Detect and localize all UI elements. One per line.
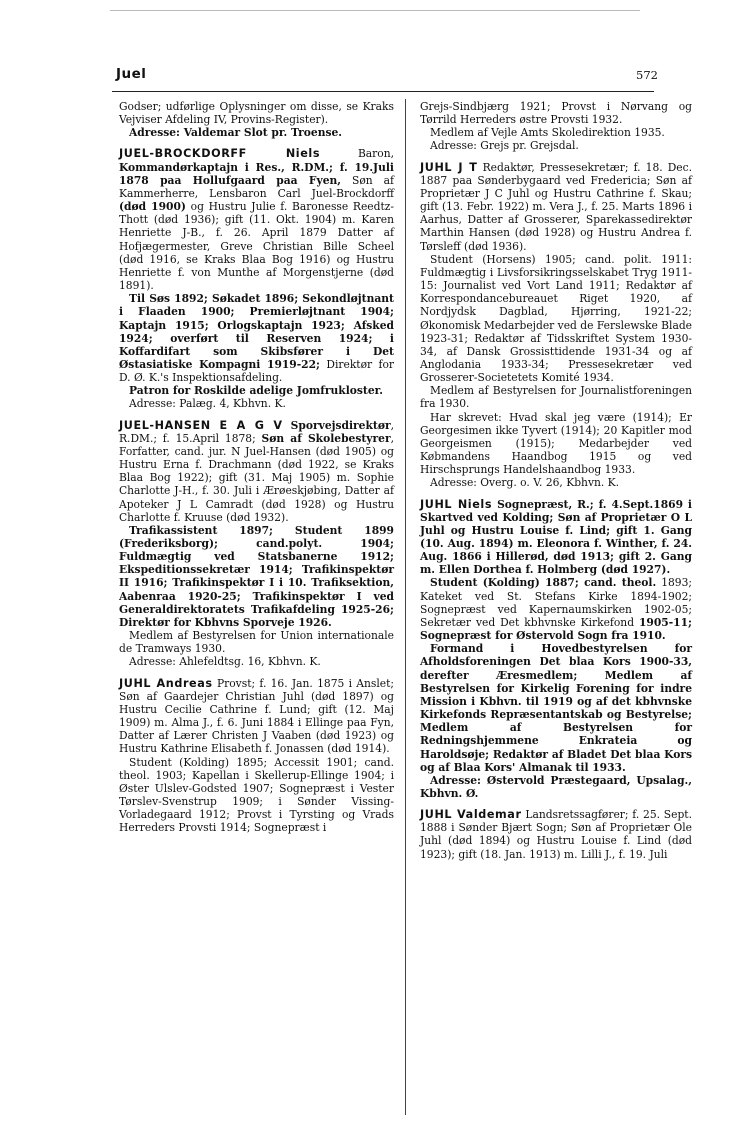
entry-text: Adresse: Grejs pr. Grejsdal.	[430, 139, 579, 153]
entry-text: Baron,	[320, 147, 394, 161]
entry-paragraph	[420, 100, 692, 126]
entry-paragraph	[420, 126, 692, 139]
top-rule	[110, 10, 640, 11]
entry-paragraph	[420, 476, 692, 489]
running-head: Juel	[116, 66, 147, 82]
entry-text: Medlem af Bestyrelsen for Journalistforeningen fra 1930.	[420, 384, 692, 411]
entry-paragraph	[420, 576, 692, 642]
entry-text: Medlem af Bestyrelsen for Union internationale de Tramways 1930.	[119, 629, 394, 656]
entry-paragraph	[119, 756, 394, 835]
entry-name: JUEL-HANSEN E A G V	[119, 418, 283, 432]
entry-paragraph	[420, 384, 692, 410]
entry-paragraph	[119, 292, 394, 384]
entry-text: 1893; Kateket ved St. Stefans Kirke 1894-1902; Sognepræst ved Kapernaumskirken 1902-05; Sekretær ved Det kbhvnske Kirkefond	[420, 576, 692, 629]
entry	[420, 808, 692, 861]
entry-paragraph	[119, 419, 394, 524]
entry-text: Student (Horsens) 1905; cand. polit. 1911: Fuldmægtig i Livsforsikringsselskabet Tryg 1911-15: Journalist ved Vort Land 1911; Redaktør af Korrespondancebureauet Riget 1920, af Nordjydsk Dagblad, Hjørring, 1921-22; Økonomisk Medarbejder ved de Ferslewske Blade 1923-31; Redaktør af Tidsskriftet System 1930-34, af Dansk Grossisttidende 1931-34 og af Anglodania 1933-34; Pressesekretær ved Grosserer-Societetets Komité 1934.	[420, 252, 692, 385]
entry-text: Søn af Skolebestyrer	[261, 431, 391, 445]
entry-paragraph	[420, 808, 692, 861]
entry-text: 1905-11; Sognepræst for Østervold Sogn fra 1910.	[420, 615, 692, 643]
entry-paragraph	[420, 642, 692, 774]
entry-paragraph	[119, 147, 394, 292]
entry-text: Adresse: Palæg. 4, Kbhvn. K.	[129, 397, 286, 411]
entry-text: Formand i Hovedbestyrelsen for Afholdsforeningen Det blaa Kors 1900-33, derefter Æresmedlem; Medlem af Bestyrelsen for Kirkelig Forening for indre Mission i Kbhvn. til 1919 og af det kbhvnske Kirkefonds Repræsentantskab og Bestyrelse; Medlem af Bestyrelsen for Redningshjemmene Enkrateia og Haroldsøje; Redaktør af Bladet Det blaa Kors og af Blaa Kors' Almanak til 1933.	[420, 642, 692, 774]
entry-text: Godser; udførlige Oplysninger om disse, se Kraks Vejviser Afdeling IV, Provins-Register).	[119, 100, 394, 127]
entry-paragraph	[119, 629, 394, 655]
entry	[420, 100, 692, 153]
entry-text: Redaktør, Pressesekretær; f. 18. Dec. 1887 paa Sønderbygaard ved Fredericia; Søn af Proprietær J C Juhl og Hustru Cathrine f. Skau; gift (13. Febr. 1922) m. Vera J., f. 25. Marts 1896 i Aarhus, Datter af Grosserer, Sparekassedirektør Marthin Hansen (død 1928) og Hustru Andrea f. Tørsleff (død 1936).	[420, 160, 693, 253]
entry-paragraph	[119, 677, 394, 756]
entry-name: JUHL Andreas	[119, 676, 213, 690]
entry-name: JUHL Valdemar	[420, 808, 522, 822]
entry	[119, 147, 394, 410]
entry-paragraph	[119, 100, 394, 126]
page-number: 572	[636, 68, 658, 82]
entry-text: Direktør for D. Ø. K.'s Inspektionsafdeling.	[119, 357, 395, 385]
entry-text: (død 1900)	[119, 200, 186, 214]
entry-text: Til Søs 1892; Søkadet 1896; Sekondløjtnant i Flaaden 1900; Premierløjtnant 1904; Kaptajn 1915; Orlogskaptajn 1923; Afsked 1924; overført til Reserven 1924; i Koffardifart som Skibsfører i Det Østasiatiske Kompagni 1919-22;	[119, 292, 394, 371]
entry-paragraph	[119, 126, 394, 139]
entry-text: , R.DM.; f. 15.April 1878;	[119, 418, 394, 445]
entry-text: Patron for Roskilde adelige Jomfrukloster.	[129, 384, 384, 398]
entry-text: Adresse: Østervold Præstegaard, Upsalag., Kbhvn. Ø.	[420, 773, 692, 800]
entry-paragraph	[119, 655, 394, 668]
entry-text: Student (Kolding) 1895; Accessit 1901; cand. theol. 1903; Kapellan i Skellerup-Ellinge 1904; i Øster Ulslev-Godsted 1907; Sognepræst i Vester Tørslev-Svenstrup 1909; i Sønder Vissing-Vorladegaard 1912; Provst i Tyrsting og Vrads Herreders Provsti 1914; Sognepræst i	[119, 755, 394, 835]
entry-text: og Hustru Julie f. Baronesse Reedtz-Thott (død 1936); gift (11. Okt. 1904) m. Karen Henriette J-B., f. 26. April 1879 Datter af Hofjægermester, Greve Christian Bille Scheel (død 1916, se Kraks Blaa Bog 1916) og Hustru Henriette f. von Munthe af Morgenstjerne (død 1891).	[119, 200, 395, 293]
header-rule	[112, 91, 654, 92]
entry-text: Adresse: Ahlefeldtsg. 16, Kbhvn. K.	[129, 655, 321, 669]
entry-paragraph	[119, 384, 394, 397]
entry-paragraph	[119, 397, 394, 410]
entry	[420, 161, 692, 490]
entry-paragraph	[420, 161, 692, 253]
left-column	[119, 100, 394, 842]
entry-text: Provst; f. 16. Jan. 1875 i Anslet; Søn af Gaardejer Christian Juhl (død 1897) og Hustru Cecilie Cathrine f. Lund; gift (12. Maj 1909) m. Alma J., f. 6. Juni 1884 i Ellinge paa Fyn, Datter af Lærer Christen J Vaaben (død 1923) og Hustru Kathrine Elisabeth f. Jonassen (død 1914).	[119, 676, 395, 756]
entry-name: JUEL-BROCKDORFF Niels	[119, 147, 321, 161]
entry	[119, 100, 394, 139]
entry-text: Grejs-Sindbjærg 1921; Provst i Nørvang og Tørrild Herreders østre Provsti 1932.	[420, 100, 692, 127]
entry-text: Adresse: Valdemar Slot pr. Troense.	[129, 126, 343, 140]
entry-text: Medlem af Vejle Amts Skoledirektion 1935.	[430, 126, 665, 140]
entry-text: Har skrevet: Hvad skal jeg være (1914); Er Georgesimen ikke Tyvert (1914); 20 Kapitler mod Georgeismen (1915); Medarbejder ved Købmandens Haandbog 1915 og ved Hirschsprungs Handelshaandbog 1933.	[420, 410, 692, 477]
entry-text: Trafikassistent 1897; Student 1899 (Frederiksborg); cand.polyt. 1904; Fuldmægtig ved Statsbanerne 1912; Ekspeditionssekretær 1914; Trafikinspektør II 1916; Trafikinspektør I i 10. Trafiksektion, Aabenraa 1920-25; Trafikinspektør I ved Generaldirektoratets Trafikafdeling 1925-26; Direktør for Kbhvns Sporveje 1926.	[119, 523, 394, 629]
entry	[119, 419, 394, 669]
entry-paragraph	[420, 253, 692, 385]
column-divider	[405, 99, 406, 1115]
entry	[420, 498, 692, 801]
entry-name: JUHL Niels	[420, 497, 493, 511]
entry-paragraph	[119, 524, 394, 629]
entry-text: Adresse: Overg. o. V. 26, Kbhvn. K.	[430, 476, 620, 490]
entry-text: Sognepræst, R.; f. 4.Sept.1869 i Skartved ved Kolding; Søn af Proprietær O L Juhl og Hustru Louise f. Lind; gift 1. Gang (10. Aug. 1894) m. Eleonora f. Winther, f. 24. Aug. 1866 i Hillerød, død 1913; gift 2. Gang m. Ellen Dorthea f. Holmberg (død 1927).	[420, 497, 692, 577]
right-column	[420, 100, 692, 869]
entry-text: Søn af Kammerherre, Lensbaron Carl Juel-Brockdorff	[119, 173, 394, 200]
entry-text: Sporvejsdirektør	[282, 418, 391, 432]
entry-paragraph	[420, 498, 692, 577]
entry-name: JUHL J T	[420, 160, 478, 174]
entry-text: , Forfatter, cand. jur. N Juel-Hansen (død 1905) og Hustru Erna f. Drachmann (død 1922, se Kraks Blaa Bog 1922); gift (31. Maj 1905) m. Sophie Charlotte J-H., f. 30. Juli i Ærøeskjøbing, Datter af Apoteker J L Camradt (død 1928) og Hustru Charlotte f. Kruuse (død 1932).	[119, 431, 394, 524]
entry-text: Student (Kolding) 1887; cand. theol.	[430, 576, 657, 590]
entry-paragraph	[420, 139, 692, 152]
entry-text: Kommandørkaptajn i Res., R.DM.; f. 19.Juli 1878 paa Hollufgaard paa Fyen,	[119, 160, 394, 187]
entry-paragraph	[420, 411, 692, 477]
entry	[119, 677, 394, 835]
entry-paragraph	[420, 774, 692, 800]
entry-text: Landsretssagfører; f. 25. Sept. 1888 i Sønder Bjært Sogn; Søn af Proprietær Ole Juhl (død 1894) og Hustru Louise f. Lind (død 1923); gift (18. Jan. 1913) m. Lilli J., f. 19. Juli	[420, 808, 692, 861]
